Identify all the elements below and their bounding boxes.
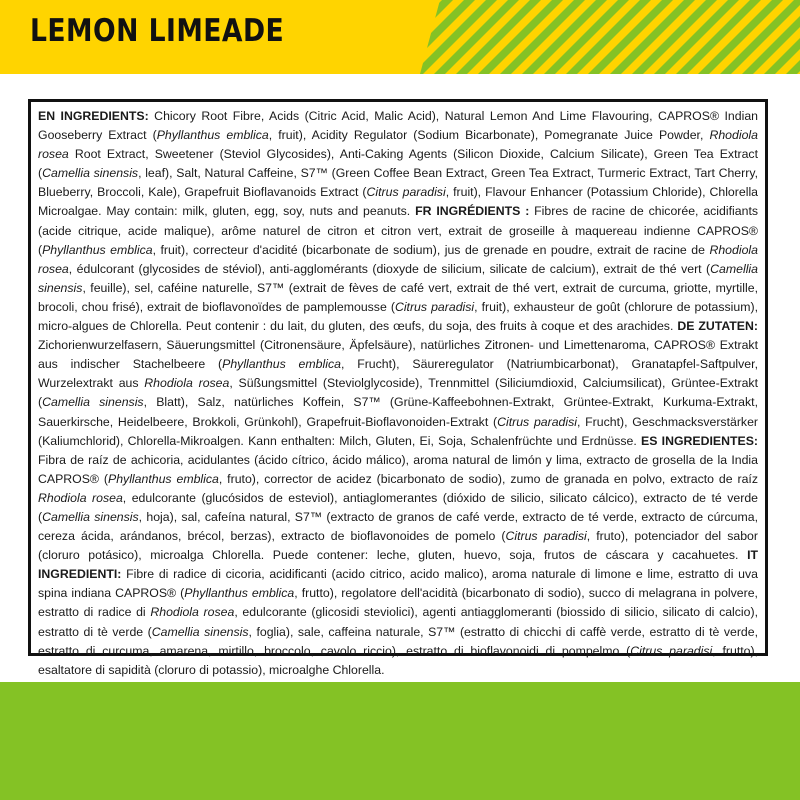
ingredients-segment: , fruit), Acidity Regulator (Sodium Bicarbonate), Pomegranate Juice Powder, bbox=[268, 128, 710, 143]
botanical-name: Citrus paradisi bbox=[394, 299, 475, 314]
language-heading: FR INGRÉDIENTS : bbox=[415, 204, 530, 219]
botanical-name: Rhodiola rosea bbox=[144, 376, 230, 391]
botanical-name: Phyllanthus emblica bbox=[222, 357, 341, 372]
botanical-name: Rhodiola rosea bbox=[150, 605, 235, 620]
language-heading: EN INGREDIENTS: bbox=[38, 109, 149, 123]
ingredients-segment: , édulcorant (glycosides de stéviol), anti-agglomérants (dioxyde de silicium, silicate de calcium), extrait de thé vert ( bbox=[68, 261, 711, 276]
ingredients-segment: Fibra de raíz de achicoria, acidulantes (ácido cítrico, ácido málico), aroma natural de limón y lima, extracto de grosella de la India CAPROS® ( bbox=[38, 452, 758, 486]
ingredients-segment: Fibre di radice di cicoria, acidificanti (acido citrico, acido malico), aroma naturale di limone e lime, estratto di uva spina indiana CAPROS® ( bbox=[38, 567, 758, 601]
botanical-name: Phyllanthus emblica bbox=[42, 242, 153, 257]
ingredients-segment: , fruto), corrector de acidez (bicarbonato de sodio), zumo de granada en polvo, extracto de raíz bbox=[218, 471, 758, 486]
ingredients-segment: , Frucht), Säureregulator (Natriumbicarbonat), Granatapfel-Saftpulver, Wurzelextrakt aus bbox=[38, 357, 758, 391]
ingredients-segment: , fruit), exhausteur de goût (chlorure de potassium), micro-algues de Chlorella. Peut contenir : du lait, du gluten, des œufs, du soja, des fruits à coque et des arachides. bbox=[38, 299, 759, 334]
diagonal-stripe-pattern bbox=[420, 0, 800, 74]
ingredients-segment: , foglia), sale, caffeina naturale, S7™ (estratto di chicchi di caffè verde, estratto di tè verde, estratto di curcuma, amarena, mirtillo, broccolo, cavolo riccio), estratto di bioflavonoidi di pompelmo ( bbox=[38, 624, 759, 658]
botanical-name: Rhodiola rosea bbox=[38, 128, 758, 162]
botanical-name: Phyllanthus emblica bbox=[108, 471, 219, 486]
flavor-header bbox=[0, 0, 800, 74]
ingredients-segment: , Frucht), Geschmacksverstärker (Kaliumchlorid), Chlorella-Mikroalgen. Kann enthalten: Milch, Gluten, Ei, Soja, Schalenfrüchte und Erdnüsse. bbox=[38, 414, 759, 448]
ingredients-panel bbox=[28, 99, 768, 677]
botanical-name: Camellia sinensis bbox=[38, 261, 758, 295]
ingredients-segment: , feuille), sel, caféine naturelle, S7™ (extrait de fèves de café vert, extrait de thé vert, extrait de curcuma, griotte, myrtille, brocoli, chou frisé), extrait de bioflavonoïdes de pamplemousse ( bbox=[38, 280, 758, 314]
botanical-name: Phyllanthus emblica bbox=[156, 128, 269, 143]
ingredients-segment: , leaf), Salt, Natural Caffeine, S7™ (Green Coffee Bean Extract, Green Tea Extract, Turmeric Extract, Tart Cherry, Blueberry, Broccoli, Kale), Grapefruit Bioflavanoids Extract ( bbox=[38, 166, 758, 200]
language-heading: ES INGREDIENTES: bbox=[641, 433, 759, 448]
botanical-name: Citrus paradisi bbox=[630, 643, 713, 658]
ingredients-segment: , Blatt), Salz, natürliches Koffein, S7™ (Grüne-Kaffeebohnen-Extrakt, Grüntee-Extrakt, Kurkuma-Extrakt, Sauerkirsche, Heidelbeere, Brokkoli, Grünkohl), Grapefruit-Bioflavonoiden-Extrakt ( bbox=[38, 395, 758, 429]
botanical-name: Citrus paradisi bbox=[366, 185, 446, 200]
botanical-name: Camellia sinensis bbox=[151, 624, 249, 639]
ingredients-segment: , fruit), Flavour Enhancer (Potassium Chloride), Chlorella Microalgae. May contain: milk, gluten, egg, soy, nuts and peanuts. bbox=[38, 185, 759, 219]
botanical-name: Citrus paradisi bbox=[505, 529, 587, 544]
ingredients-segment: , edulcorante (glucósidos de esteviol), antiaglomerantes (dióxido de silicio, silicato cálcico), extracto de té verde ( bbox=[38, 490, 759, 524]
ingredients-text bbox=[38, 107, 758, 680]
botanical-name: Camellia sinensis bbox=[42, 509, 139, 524]
language-heading: IT INGREDIENTI: bbox=[38, 548, 758, 582]
botanical-name: Rhodiola rosea bbox=[38, 242, 758, 276]
botanical-name: Camellia sinensis bbox=[42, 166, 139, 181]
flavor-title: LEMON LIMEADE bbox=[30, 13, 285, 49]
footer-color-band bbox=[0, 682, 800, 800]
ingredients-segment: Root Extract, Sweetener (Steviol Glycosides), Anti-Caking Agents (Silicon Dioxide, Calcium Silicate), Green Tea Extract ( bbox=[38, 147, 758, 181]
ingredients-segment: , Süßungsmittel (Steviolglycoside), Trennmittel (Siliciumdioxid, Calciumsilicat), Grüntee-Extrakt ( bbox=[38, 376, 758, 410]
ingredients-segment: , frutto), esaltatore di sapidità (cloruro di potassio), microalghe Chlorella. bbox=[38, 643, 759, 677]
botanical-name: Camellia sinensis bbox=[42, 395, 144, 410]
ingredients-segment: Chicory Root Fibre, Acids (Citric Acid, Malic Acid), Natural Lemon And Lime Flavouring, CAPROS® Indian Gooseberry Extract ( bbox=[38, 109, 758, 143]
ingredients-segment: , frutto), regolatore dell'acidità (bicarbonato di sodio), succo di melagrana in polvere, estratto di radice di bbox=[38, 586, 758, 620]
botanical-name: Phyllanthus emblica bbox=[184, 586, 295, 601]
botanical-name: Rhodiola rosea bbox=[38, 490, 123, 505]
ingredients-segment: Fibres de racine de chicorée, acidifiants (acide citrique, acide malique), arôme naturel de citron et citron vert, extrait de groseille à maquereau indienne CAPROS® ( bbox=[38, 204, 759, 257]
ingredients-segment: , fruit), correcteur d'acidité (bicarbonate de sodium), jus de grenade en poudre, extrait de racine de bbox=[152, 242, 710, 257]
ingredients-segment: Zichorienwurzelfasern, Säuerungsmittel (Citronensäure, Äpfelsäure), natürliches Zitronen- und Limettenaroma, CAPROS® Extrakt aus indischer Stachelbeere ( bbox=[38, 338, 758, 372]
ingredients-segment: , hoja), sal, cafeína natural, S7™ (extracto de granos de café verde, extracto de té verde, extracto de cúrcuma, cereza ácida, arándanos, brécol, berzas), extracto de bioflavonoides de pomelo ( bbox=[38, 509, 758, 544]
ingredients-segment: , edulcorante (glicosidi steviolici), agenti antiagglomeranti (biossido di silicio, silicato di calcio), estratto di tè verde ( bbox=[38, 605, 759, 639]
botanical-name: Citrus paradisi bbox=[497, 414, 578, 429]
language-heading: DE ZUTATEN: bbox=[677, 319, 758, 334]
ingredients-segment: , fruto), potenciador del sabor (cloruro potásico), microalga Chlorella. Puede contener: leche, gluten, huevo, soja, frutos de cáscara y cacahuetes. bbox=[38, 529, 758, 563]
